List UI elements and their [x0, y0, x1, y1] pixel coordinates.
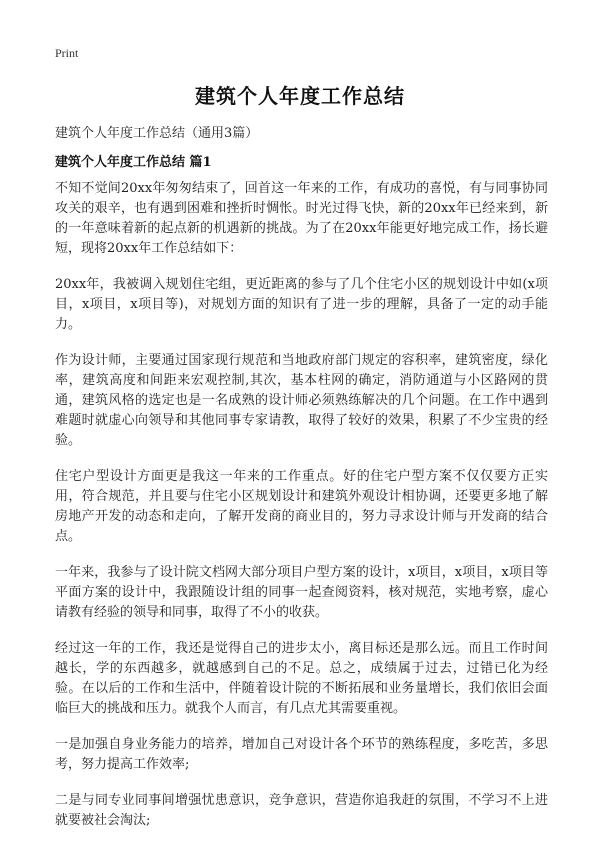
paragraph: 20xx年，我被调入规划住宅组，更近距离的参与了几个住宅小区的规划设计中如(x项目，x项目，x项目等)，对规划方面的知识有了进一步的理解，具备了一定的动手能力。 [55, 277, 548, 332]
paragraph: 一年来，我参与了设计院文档网大部分项目户型方案的设计，x项目，x项目，x项目等平面方案的设计中，我跟随设计组的同事一起查阅资料，核对规范，实地考察，虚心请教有经验的领导和同事，取得了不小的收获。 [55, 565, 548, 620]
document-subtitle: 建筑个人年度工作总结（通用3篇） [55, 126, 259, 141]
page-title: 建筑个人年度工作总结 [195, 84, 405, 108]
paragraph: 一是加强自身业务能力的培养，增加自己对设计各个环节的熟练程度，多吃苦，多思考，努力提高工作效率; [55, 737, 548, 772]
print-link[interactable]: Print [55, 46, 79, 60]
paragraph: 经过这一年的工作，我还是觉得自己的进步太小，离目标还是那么远。而且工作时间越长，学的东西越多，就越感到自己的不足。总之，成绩属于过去，过错已化为经验。在以后的工作和生活中，伴随着设计院的不断拓展和业务量增长，我们依旧会面临巨大的挑战和压力。就我个人而言，有几点尤其需要重视。 [55, 641, 548, 716]
paragraph: 住宅户型设计方面更是我这一年来的工作重点。好的住宅户型方案不仅仅要方正实用，符合规范，并且要与住宅小区规划设计和建筑外观设计相协调，还要更多地了解房地产开发的动态和走向，了解开发商的商业目的，努力寻求设计师与开发商的结合点。 [55, 469, 548, 544]
paragraph: 不知不觉间20xx年匆匆结束了，回首这一年来的工作，有成功的喜悦，有与同事协同攻关的艰辛，也有遇到困难和挫折时惆怅。时光过得飞快，新的20xx年已经来到，新的一年意味着新的起点新的机遇新的挑战。为了在20xx年能更好地完成工作，扬长避短，现将20xx年工作总结如下： [55, 181, 548, 256]
paragraph: 二是与同专业同事间增强忧患意识，竞争意识，营造你追我赶的氛围，不学习不上进就要被社会淘汰; [55, 793, 548, 828]
paragraph: 作为设计师，主要通过国家现行规范和当地政府部门规定的容积率，建筑密度，绿化率，建筑高度和间距来宏观控制,其次，基本柱网的确定，消防通道与小区路网的贯通，建筑风格的选定也是一名成熟的设计师必须熟练解决的几个问题。在工作中遇到难题时就虚心向领导和其他同事专家请教，取得了较好的效果，积累了不少宝贵的经验。 [55, 353, 548, 448]
document-body [55, 179, 548, 847]
section-heading: 建筑个人年度工作总结 篇1 [55, 155, 212, 170]
